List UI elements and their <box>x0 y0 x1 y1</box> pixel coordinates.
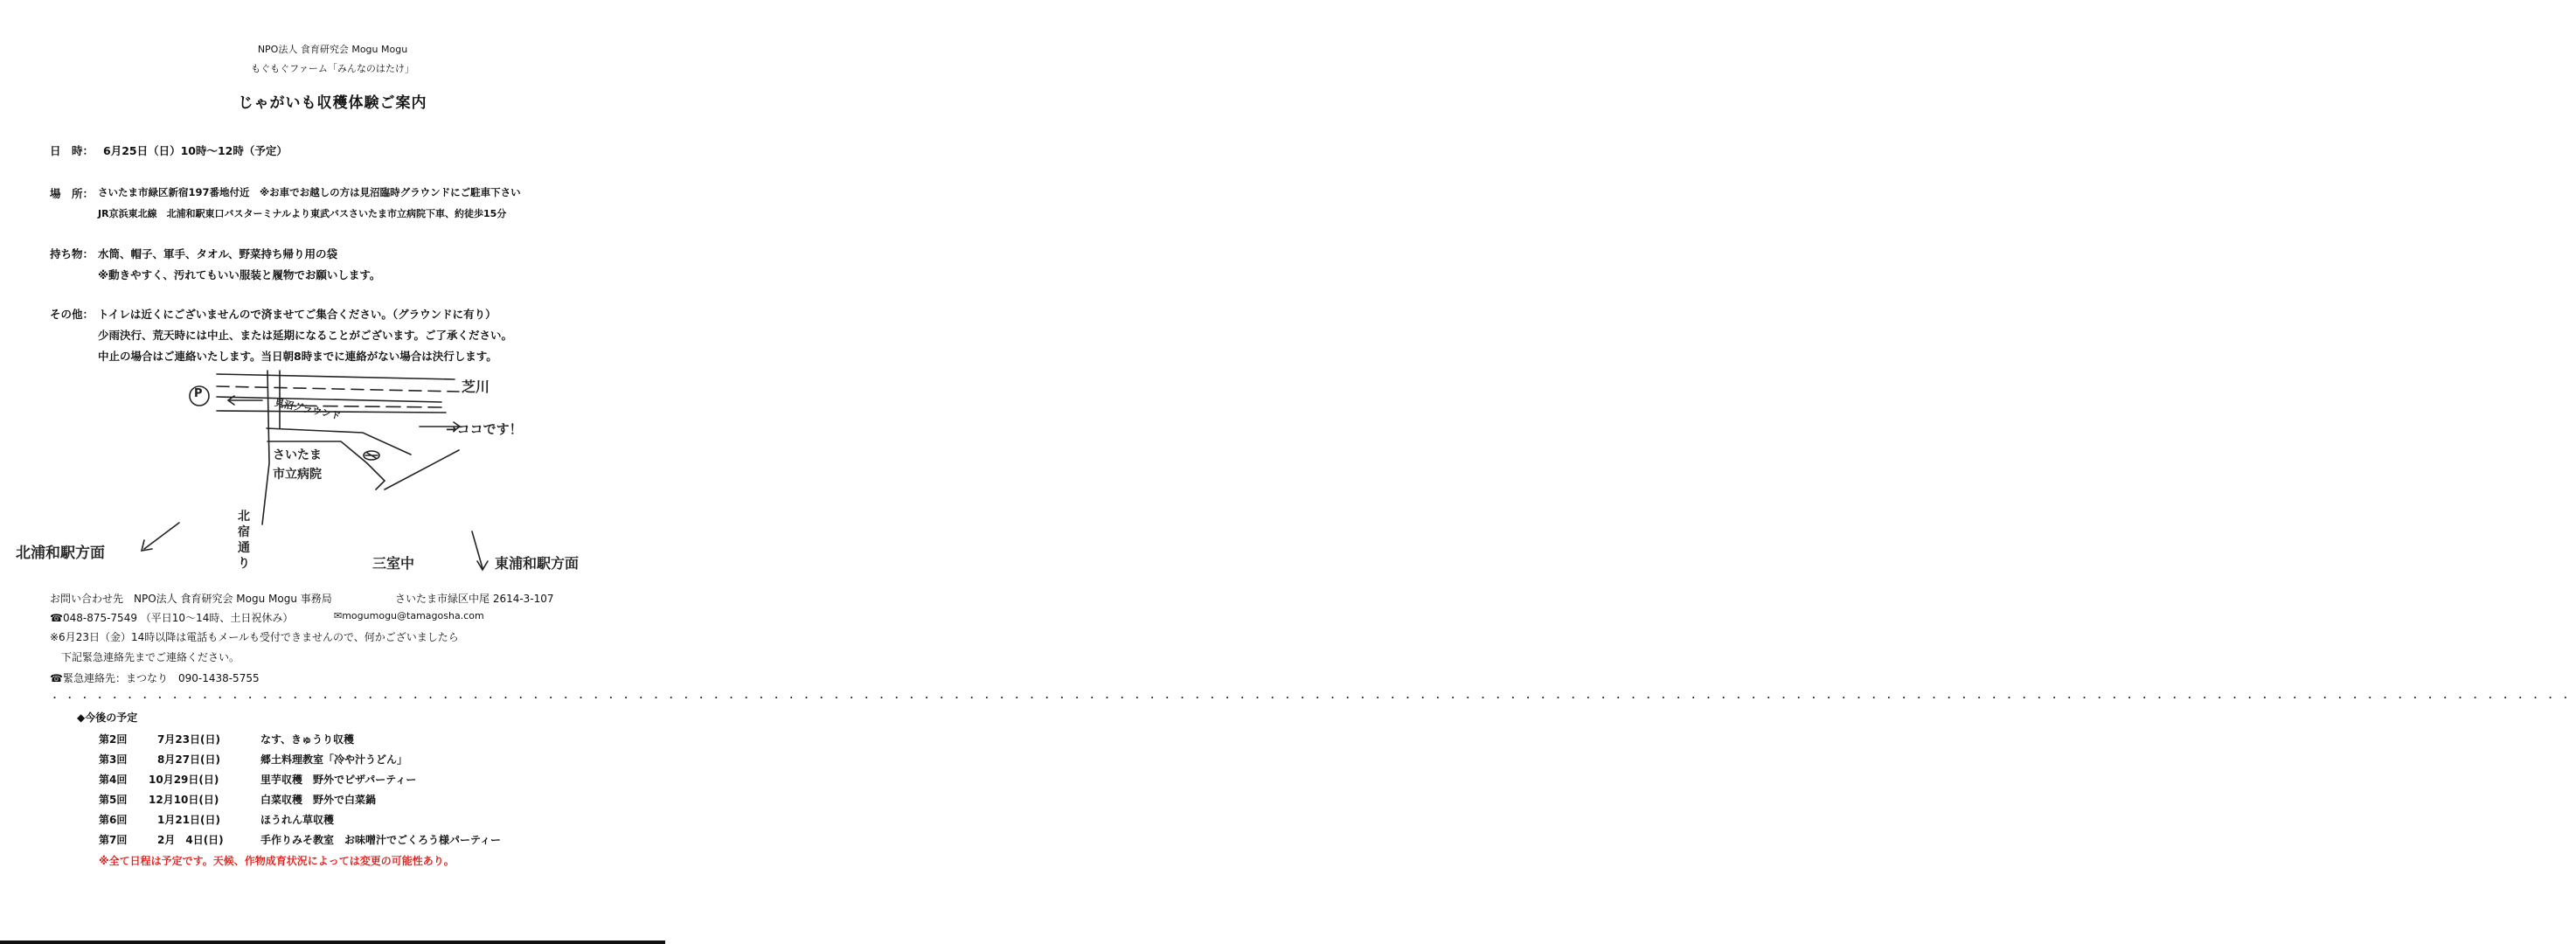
here-label: →ココです！ <box>446 421 523 437</box>
place-label: 場 所： <box>50 187 94 200</box>
notice-line-2: 下記緊急連絡先までご連絡ください。 <box>61 651 240 663</box>
schedule-note: ※全て日程は予定です。天候、作物成育状況によっては変更の可能性あり。 <box>99 855 455 867</box>
hospital-label-1: さいたま <box>273 448 322 462</box>
phone-hours: （平日10〜14時、土日祝休み） <box>140 612 294 624</box>
mail-icon: ✉ <box>334 610 343 621</box>
schedule-event: 白菜収穫 野外で白菜鍋 <box>260 794 377 806</box>
dotted-separator: ・・・・・・・・・・・・・・・・・・・・・・・・・・・・・・・・・・・・・・・・・・・・・・・・・・・・・・・・・・・・・・・・・・・・・・・・・・・・・・・・・・・・・・・・・・・・・・・・・・・・・・・・・・・・・・・・・・・・・・・・・・・・・・・・・・・・・・・・・・・・・・・・・・・・・・・・・・・・・・・・・・・・・・・・ <box>50 692 2576 704</box>
schedule-event: ほうれん草収穫 <box>260 814 335 826</box>
schedule-event: 郷土料理教室「冷や汁うどん」 <box>260 753 408 766</box>
phone-number[interactable]: 048-875-7549 <box>62 612 137 624</box>
street-label: 北宿通り <box>238 510 250 571</box>
schedule-event: 里芋収穫 野外でピザパーティー <box>260 774 417 786</box>
place-line-1: さいたま市緑区新宿197番地付近 ※お車でお越しの方は見沼臨時グラウンドにご駐車下さい <box>98 186 521 198</box>
emergency-contact: 緊急連絡先：まつなり 090-1438-5755 <box>62 672 260 684</box>
mail-row <box>334 610 484 621</box>
schedule-event: 手作りみそ教室 お味噌汁でごくろう様パーティー <box>260 834 502 846</box>
left-direction-label: 北浦和駅方面 <box>16 545 105 562</box>
notice-line-1: ※6月23日（金）14時以降は電話もメールも受付できませんので、何かございましたら <box>50 631 459 643</box>
emergency-row <box>50 670 260 685</box>
river-line <box>217 374 455 379</box>
page-title: じゃがいも収穫体験ご案内 <box>238 94 427 112</box>
date-value: 6月25日（日）10時〜12時（予定） <box>103 144 288 157</box>
items-line-1: 水筒、帽子、軍手、タオル、野菜持ち帰り用の袋 <box>98 247 338 260</box>
ground-label: 見沼グラウンド <box>273 396 342 422</box>
contact-address: さいたま市緑区中尾 2614-3-107 <box>395 593 554 605</box>
school-label: 三室中 <box>372 555 415 572</box>
schedule-heading: ◆今後の予定 <box>77 711 138 724</box>
schedule-date: 10月29日(日) <box>149 774 219 786</box>
other-line-1: トイレは近くにございませんので済ませてご集合ください。（グラウンドに有り） <box>98 308 496 321</box>
schedule-round: 第2回 <box>99 733 128 746</box>
schedule-round: 第7回 <box>99 834 128 846</box>
left-direction-arrow <box>144 523 179 549</box>
right-direction-label: 東浦和駅方面 <box>495 555 580 572</box>
farm-name: もぐもぐファーム「みんなのはたけ」 <box>251 63 414 74</box>
hospital-label-2: 市立病院 <box>273 468 322 482</box>
schedule-round: 第6回 <box>99 814 128 826</box>
phone-icon: ☎ <box>50 612 63 624</box>
schedule-date: 7月23日(日) <box>157 733 221 746</box>
schedule-round: 第4回 <box>99 774 128 786</box>
other-line-2: 少雨決行、荒天時には中止、または延期になることがございます。ご了承ください。 <box>98 329 513 342</box>
date-label: 日 時： <box>50 144 94 157</box>
email-address[interactable]: mogumogu@tamagosha.com <box>342 610 484 621</box>
place-line-2: JR京浜東北線 北浦和駅東口バスターミナルより東武バスさいたま市立病院下車、約徒歩15分 <box>98 208 507 219</box>
org-name: NPO法人 食育研究会 Mogu Mogu <box>257 44 408 55</box>
items-line-2: ※動きやすく、汚れてもいい服装と履物でお願いします。 <box>98 268 381 281</box>
schedule-date: 1月21日(日) <box>157 814 221 826</box>
items-label: 持ち物： <box>50 247 94 260</box>
phone-row <box>50 610 293 625</box>
schedule-round: 第5回 <box>99 794 128 806</box>
schedule-date: 8月27日(日) <box>157 753 221 766</box>
page-bottom-edge <box>0 941 665 944</box>
other-label: その他： <box>50 308 94 321</box>
schedule-event: なす、きゅうり収穫 <box>260 733 355 746</box>
schedule-date: 2月 4日(日) <box>157 834 224 846</box>
parking-label: P <box>194 387 203 400</box>
contact-label: お問い合わせ先 NPO法人 食育研究会 Mogu Mogu 事務局 <box>50 593 332 605</box>
other-line-3: 中止の場合はご連絡いたします。当日朝8時までに連絡がない場合は決行します。 <box>98 350 497 363</box>
right-direction-arrow <box>472 531 483 568</box>
phone-icon: ☎ <box>50 672 63 684</box>
schedule-round: 第3回 <box>99 753 128 766</box>
schedule-date: 12月10日(日) <box>149 794 219 806</box>
river-label: 芝川 <box>462 378 490 395</box>
vertical-road <box>262 371 269 524</box>
